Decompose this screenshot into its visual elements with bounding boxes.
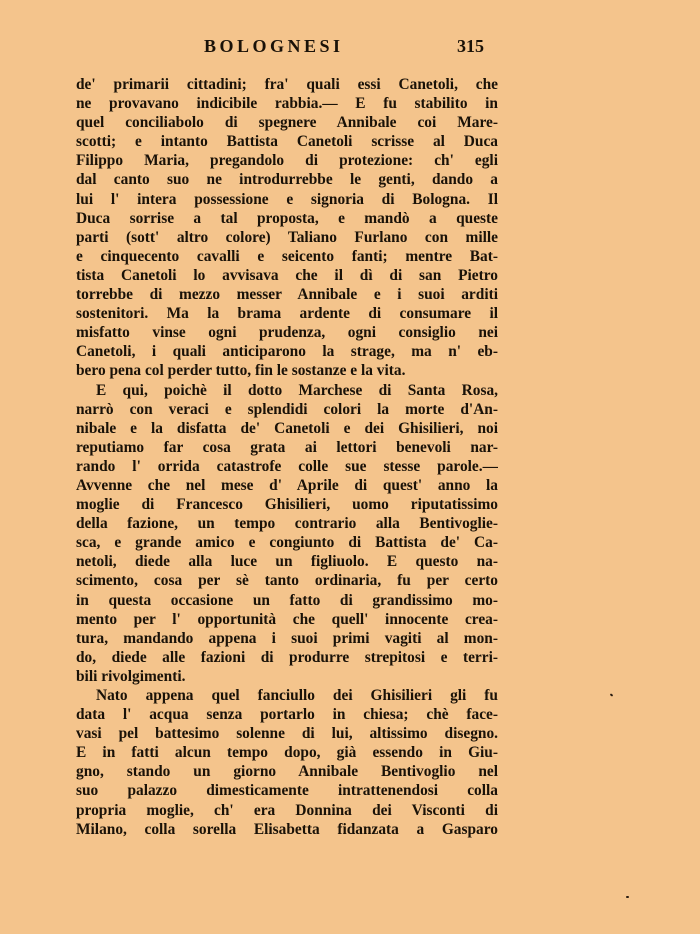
text-line: data l' acqua senza portarlo in chiesa; chè face- [76,706,498,724]
running-title: BOLOGNESI [204,36,344,56]
text-line: gno, stando un giorno Annibale Bentivoglio nel [76,763,498,781]
text-line: de' primarii cittadini; fra' quali essi Canetoli, che [76,76,498,93]
text-line: Canetoli, i quali anticiparono la strage, ma n' eb- [76,343,498,361]
running-head [76,36,486,60]
page-number: 315 [457,36,484,56]
text-line: suo palazzo dimesticamente intrattenendosi colla [76,782,498,800]
text-line: netoli, diede alla luce un figliuolo. E questo na- [76,553,498,571]
text-line: vasi pel battesimo solenne di lui, altissimo disegno. [76,725,498,743]
text-line: propria moglie, ch' era Donnina dei Visconti di [76,801,498,819]
text-line: in questa occasione un fatto di grandissimo mo- [76,591,498,609]
text-line: parti (sott' altro colore) Taliano Furlano con mille [76,228,498,246]
text-line: nibale e la disfatta de' Canetoli e dei Ghisilieri, noi [76,419,498,437]
text-line: Milano, colla sorella Elisabetta fidanzata a Gasparo [76,820,498,838]
text-line: dal canto suo ne introdurrebbe le genti, dando a [76,171,498,189]
print-speck [626,896,629,898]
text-line: scotti; e intanto Battista Canetoli scrisse al Duca [76,133,498,151]
text-line: narrò con veraci e splendidi colori la morte d'An- [76,400,498,418]
text-line: Avvenne che nel mese d' Aprile di quest' anno la [76,476,498,494]
text-line: tura, mandando appena i suoi primi vagiti al mon- [76,629,498,647]
text-line: torrebbe di mezzo messer Annibale e i suoi arditi [76,286,498,304]
text-line: moglie di Francesco Ghisilieri, uomo riputatissimo [76,496,498,514]
text-line: misfatto vinse ogni prudenza, ogni consiglio nei [76,324,498,342]
text-line: sostenitori. Ma la brama ardente di consumare il [76,305,498,323]
text-line: E in fatti alcun tempo dopo, già essendo in Giu- [76,744,498,762]
paragraph-start-line: Nato appena quel fanciullo dei Ghisilieri gli fu [96,687,498,704]
text-line: rando l' orrida catastrofe colle sue stesse parole.— [76,457,498,475]
text-line: della fazione, un tempo contrario alla Bentivoglie- [76,515,498,533]
text-line: Duca sorrise a tal proposta, e mandò a queste [76,209,498,227]
text-line: reputiamo far cosa grata ai lettori benevoli nar- [76,438,498,456]
text-line: tista Canetoli lo avvisava che il dì di san Pietro [76,266,498,284]
text-line: do, diede alle fazioni di produrre strepitosi e terri- [76,648,498,666]
text-line: e cinquecento cavalli e seicento fanti; mentre Bat- [76,247,498,265]
body-text [76,75,498,839]
text-line: bero pena col perder tutto, fin le sostanze e la vita. [76,362,406,380]
text-line: mento per l' opportunità che quell' innocente crea- [76,610,498,628]
print-speck [610,693,614,696]
text-line: Filippo Maria, pregandolo di protezione: ch' egli [76,152,498,170]
text-line: lui l' intera possessione e signoria di Bologna. Il [76,190,498,208]
paragraph-start-line: E qui, poichè il dotto Marchese di Santa Rosa, [96,381,498,399]
text-line: sca, e grande amico e congiunto di Battista de' Ca- [76,534,498,552]
text-line: ne provavano indicibile rabbia.— E fu stabilito in [76,95,498,113]
text-line: quel conciliabolo di spegnere Annibale coi Mare- [76,114,498,132]
text-line: scimento, cosa per sè tanto ordinaria, fu per certo [76,572,498,590]
text-line: bili rivolgimenti. [76,667,186,685]
